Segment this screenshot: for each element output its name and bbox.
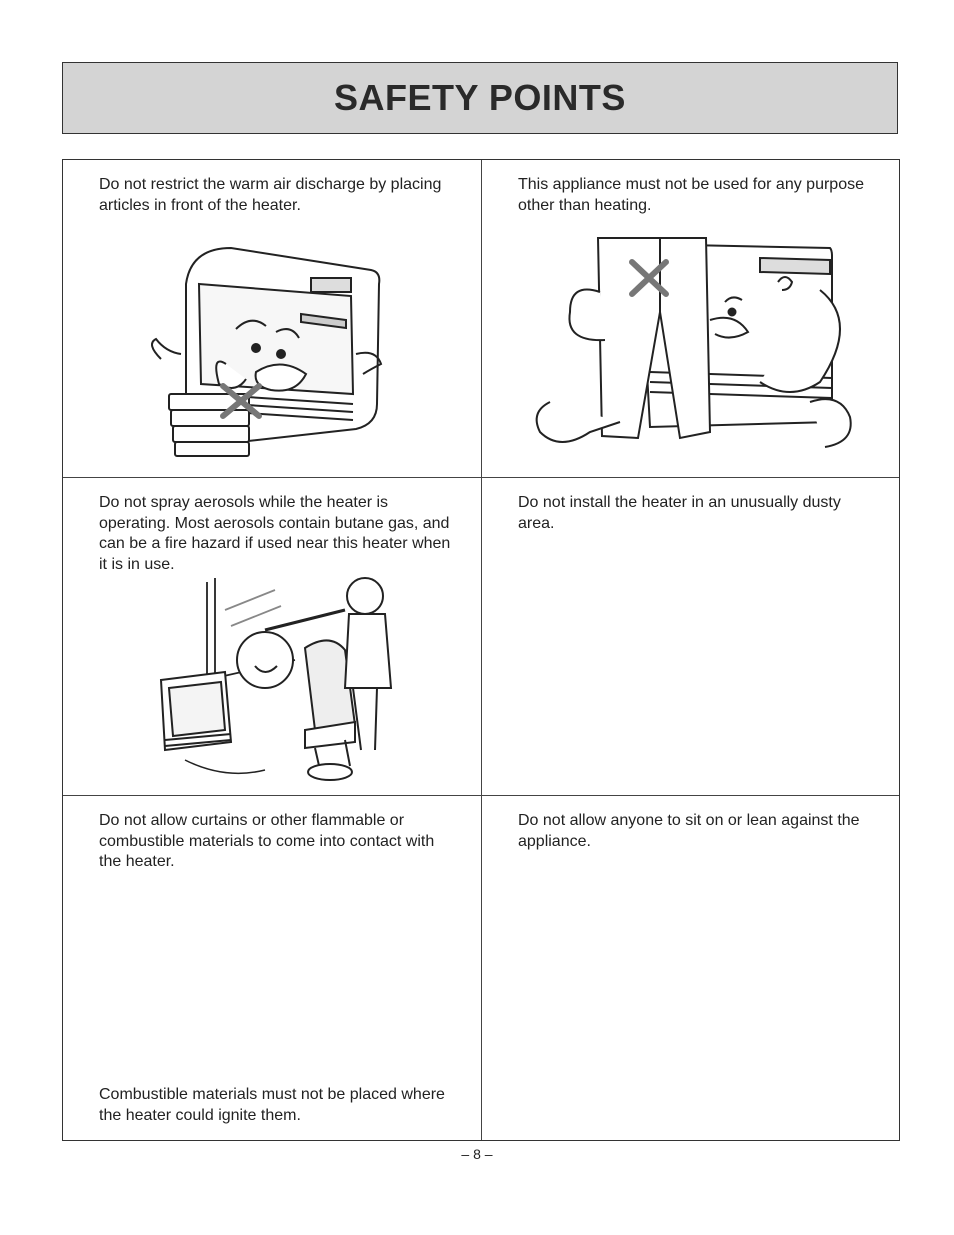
safety-cell-aerosols bbox=[63, 478, 482, 796]
safety-cell-airflow bbox=[63, 160, 482, 478]
safety-note-combustibles: Combustible materials must not be placed where the heater could ignite them. bbox=[99, 1086, 445, 1124]
heater-drying-clothes-illustration bbox=[520, 232, 860, 462]
safety-cell-dusty-area bbox=[482, 478, 899, 796]
safety-cell-heating-only bbox=[482, 160, 899, 478]
safety-text-heating-only: This appliance must not be used for any purpose other than heating. bbox=[518, 176, 864, 214]
page-number: – 8 – bbox=[461, 1146, 493, 1162]
title-box bbox=[62, 62, 898, 134]
safety-cell-sit-lean bbox=[482, 796, 899, 1140]
safety-text-curtains: Do not allow curtains or other flammable or combustible materials to come into contact with the heater. bbox=[99, 812, 435, 870]
safety-grid bbox=[62, 159, 900, 1141]
safety-text-sit-lean: Do not allow anyone to sit on or lean against the appliance. bbox=[518, 812, 860, 850]
safety-text-aerosols: Do not spray aerosols while the heater is operating. Most aerosols contain butane gas, and can be a fire hazard if used near this heater when it is in use. bbox=[99, 494, 451, 573]
aerosol-spray-illustration bbox=[155, 570, 395, 790]
safety-text-airflow: Do not restrict the warm air discharge by placing articles in front of the heater. bbox=[99, 176, 442, 214]
page-title: SAFETY POINTS bbox=[334, 77, 626, 118]
safety-cell-curtains bbox=[63, 796, 482, 1140]
safety-text-dusty-area: Do not install the heater in an unusually dusty area. bbox=[518, 494, 841, 532]
heater-blocked-illustration bbox=[141, 244, 391, 464]
